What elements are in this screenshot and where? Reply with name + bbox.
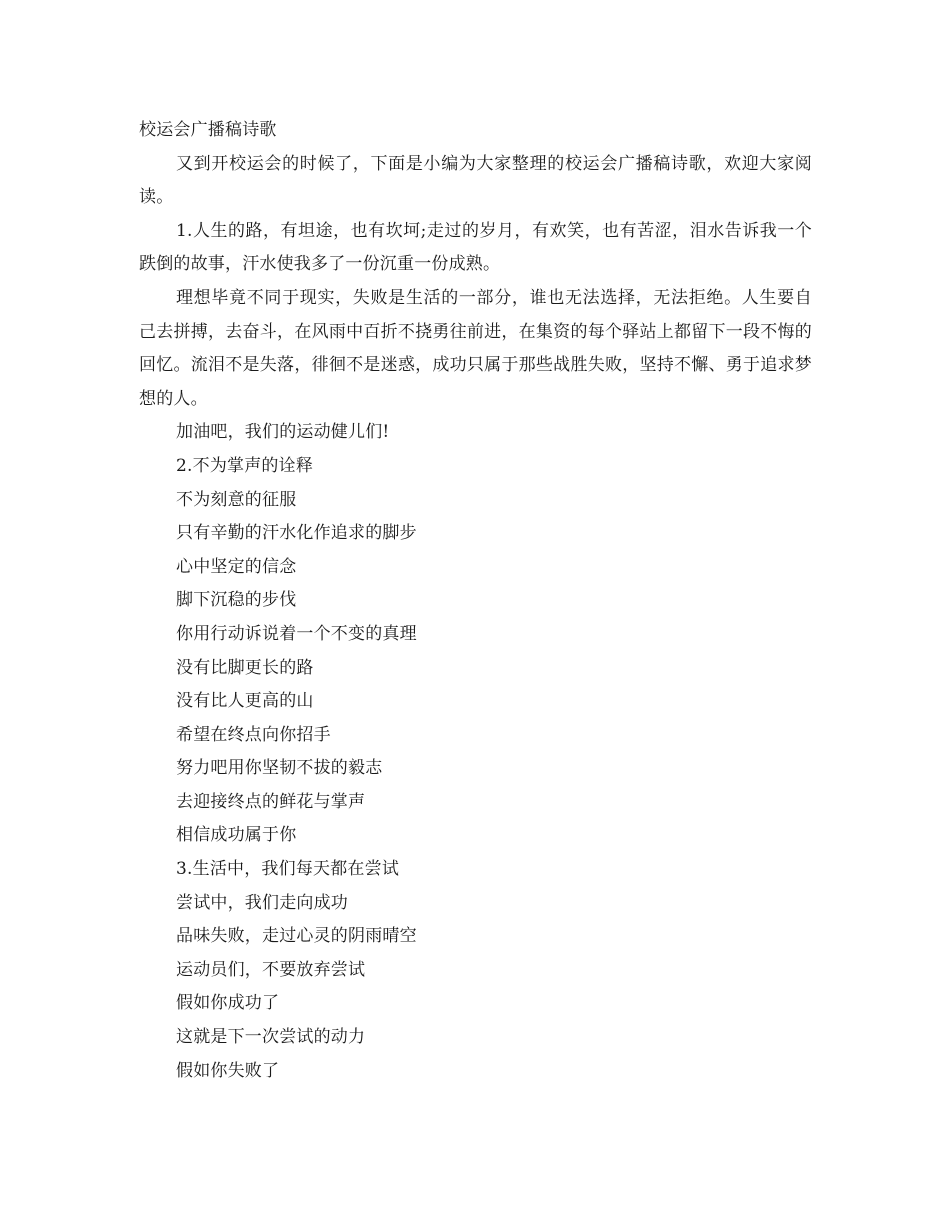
poem-line: 相信成功属于你	[176, 825, 297, 846]
poem-line: 没有比人更高的山	[176, 691, 314, 712]
document-body	[139, 114, 812, 1088]
poem-line: 没有比脚更长的路	[176, 657, 314, 678]
poem-line: 心中坚定的信念	[176, 556, 297, 577]
poem-line: 只有辛勤的汗水化作追求的脚步	[176, 523, 417, 544]
poem-line: 不为刻意的征服	[176, 489, 297, 510]
poem-line: 尝试中，我们走向成功	[176, 892, 348, 913]
poem-line: 你用行动诉说着一个不变的真理	[176, 623, 417, 644]
poem-line: 2.不为掌声的诠释	[176, 455, 314, 476]
poem-line: 假如你失败了	[176, 1060, 280, 1081]
intro-paragraph: 又到开校运会的时候了，下面是小编为大家整理的校运会广播稿诗歌，欢迎大家阅读。	[139, 153, 812, 208]
poem-line: 努力吧用你坚韧不拔的毅志	[176, 758, 383, 779]
poem-line: 品味失败，走过心灵的阴雨晴空	[176, 926, 417, 947]
poem-line: 脚下沉稳的步伐	[176, 590, 297, 611]
paragraph-2: 理想毕竟不同于现实，失败是生活的一部分，谁也无法选择，无法拒绝。人生要自己去拼搏，去奋斗，在风雨中百折不挠勇往前进，在集资的每个驿站上都留下一段不悔的回忆。流泪不是失落，徘徊不是迷惑，成功只属于那些战胜失败，坚持不懈、勇于追求梦想的人。	[139, 287, 812, 409]
paragraph-1: 1.人生的路，有坦途，也有坎坷;走过的岁月，有欢笑，也有苦涩，泪水告诉我一个跌倒的故事，汗水使我多了一份沉重一份成熟。	[139, 220, 812, 275]
poem-line: 运动员们，不要放弃尝试	[176, 959, 366, 980]
poem-line: 假如你成功了	[176, 993, 280, 1014]
poem-line: 希望在终点向你招手	[176, 724, 331, 745]
document-title: 校运会广播稿诗歌	[139, 120, 277, 140]
poem-line: 去迎接终点的鲜花与掌声	[176, 791, 366, 812]
paragraph-3: 加油吧，我们的运动健儿们!	[176, 422, 390, 443]
poem-line: 3.生活中，我们每天都在尝试	[176, 859, 400, 880]
poem-line: 这就是下一次尝试的动力	[176, 1027, 366, 1048]
